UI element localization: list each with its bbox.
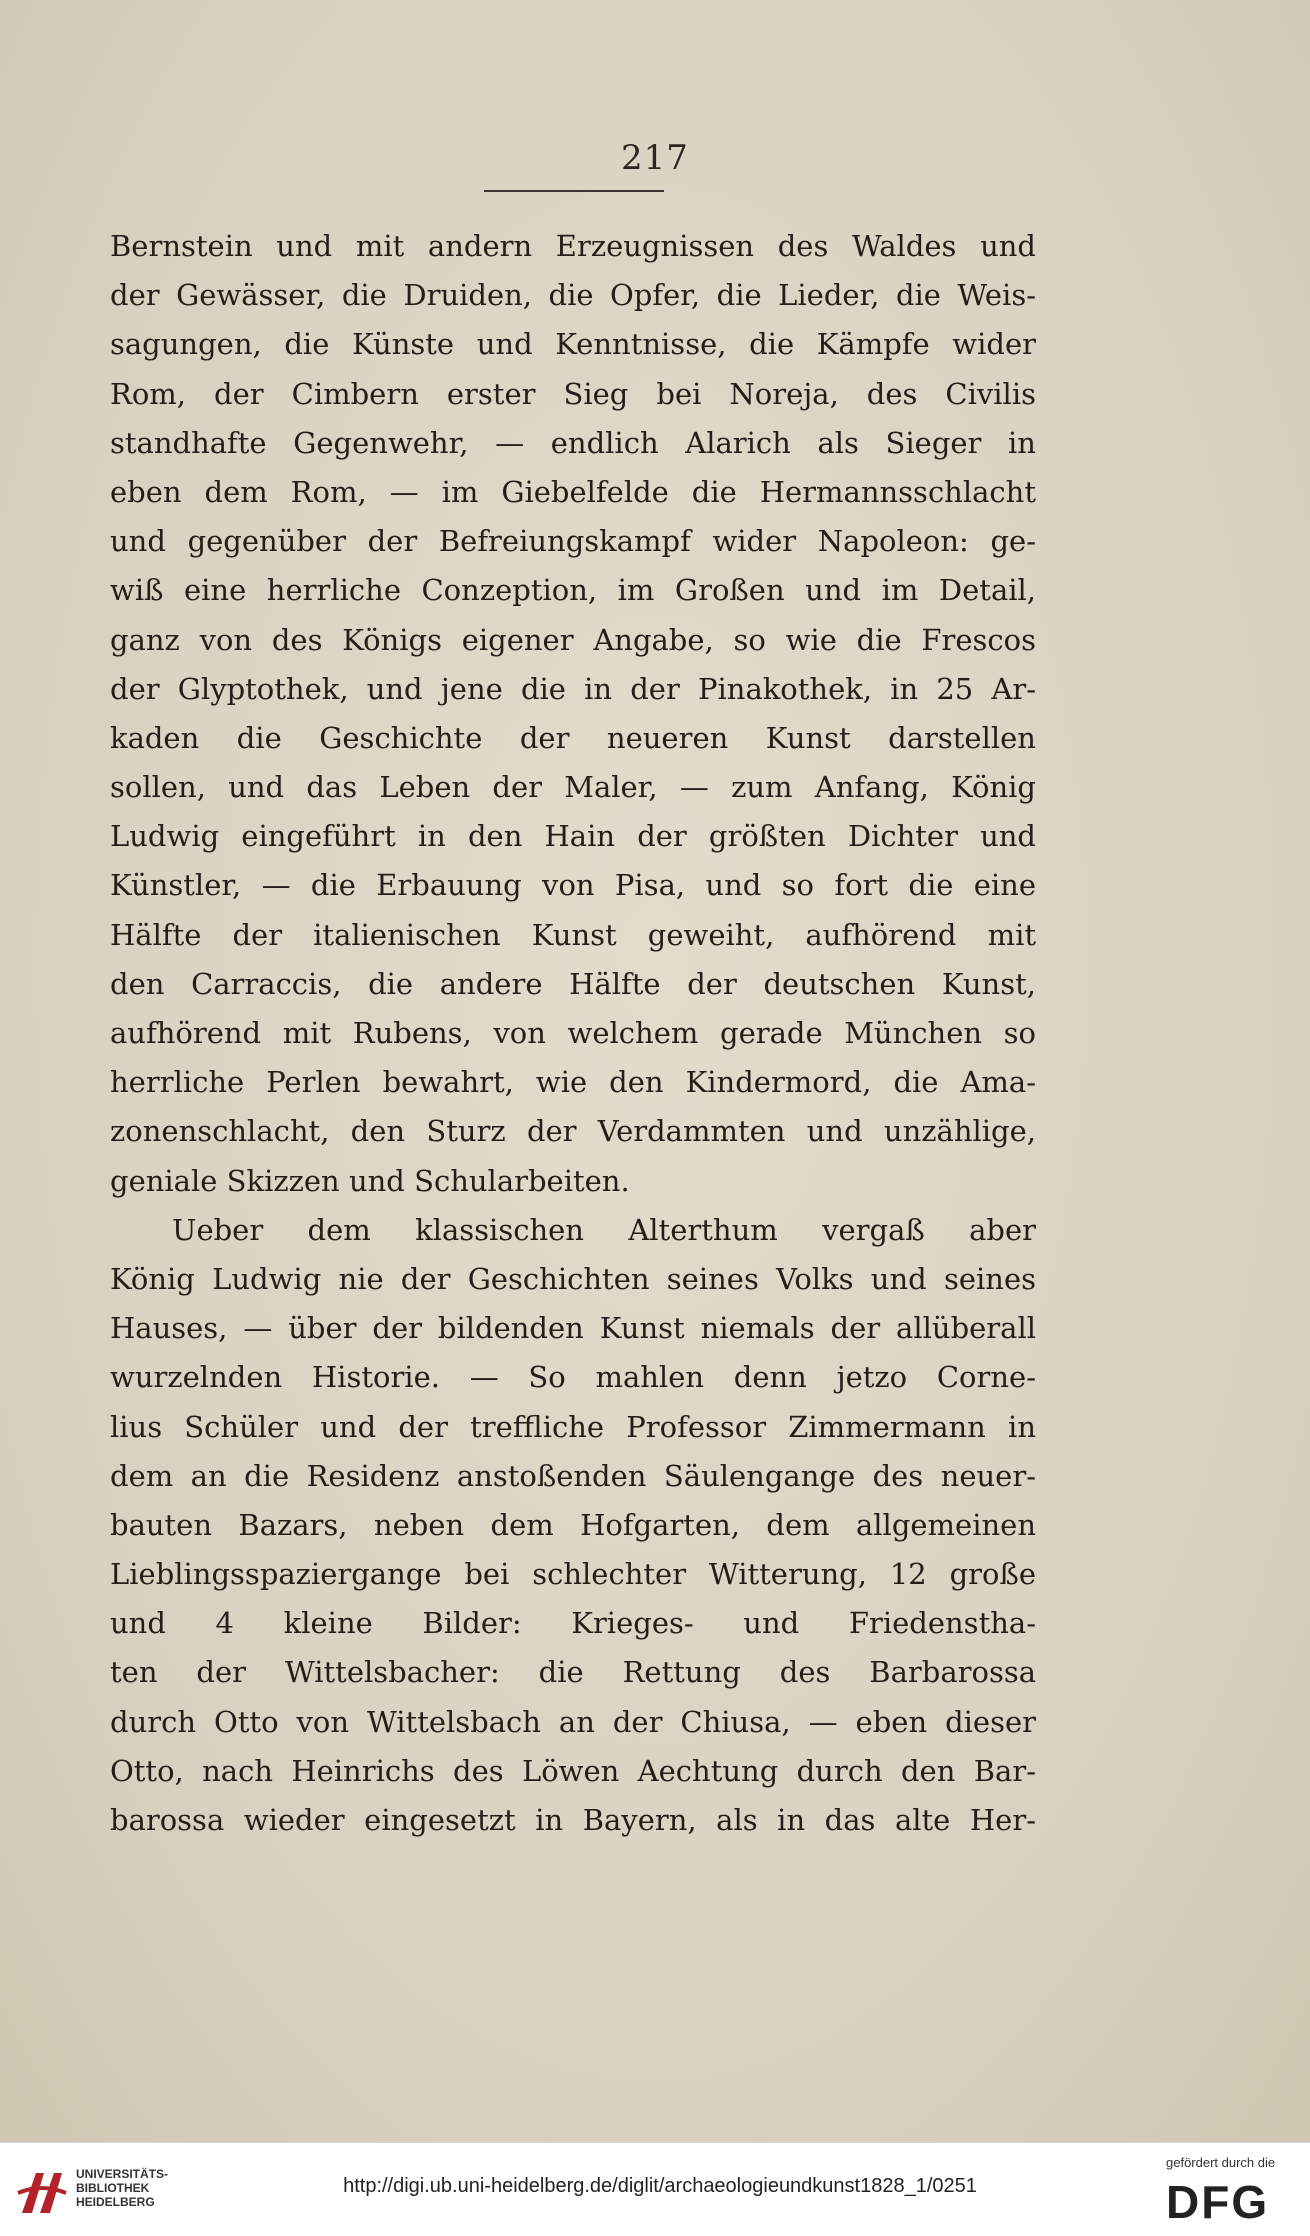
university-library-logo-icon[interactable] [14,2165,70,2221]
text-line: Hälfte der italienischen Kunst geweiht, aufhörend mit [110,917,1036,952]
text-line: aufhörend mit Rubens, von welchem gerade München so [110,1016,1036,1050]
text-line: Lieblingsspaziergange bei schlechter Witterung, 12 große [110,1557,1036,1592]
text-line: ganz von des Königs eigener Angabe, so wie die Frescos [110,622,1036,657]
dfg-logo[interactable]: DFG [1166,2176,1270,2228]
text-line: Ueber dem klassischen Alterthum vergaß aber [172,1212,1036,1247]
library-name[interactable] [76,2167,168,2209]
text-line: Rom, der Cimbern erster Sieg bei Noreja, des Civilis [110,376,1036,411]
text-line: Bernstein und mit andern Erzeugnissen des Waldes und [110,229,1036,263]
funder-label: gefördert durch die [1166,2155,1276,2170]
text-line: bauten Bazars, neben dem Hofgarten, dem allgemeinen [110,1507,1036,1542]
page-number-rule [484,190,664,192]
text-line: geniale Skizzen und Schularbeiten. [110,1163,630,1198]
text-line: und 4 kleine Bilder: Krieges- und Friedenstha- [110,1606,1036,1641]
text-line: und gegenüber der Befreiungskampf wider Napoleon: ge- [110,524,1036,559]
text-line: lius Schüler und der treffliche Professor Zimmermann in [110,1409,1036,1444]
text-line: barossa wieder eingesetzt in Bayern, als in das alte Her- [110,1803,1036,1837]
text-line: wurzelnden Historie. — So mahlen denn jetzo Corne- [110,1360,1036,1395]
library-name-line: HEIDELBERG [76,2195,155,2209]
text-line: den Carraccis, die andere Hälfte der deutschen Kunst, [110,966,1036,1001]
viewer-footer [0,2142,1310,2236]
text-line: Ludwig eingeführt in den Hain der größten Dichter und [110,819,1036,854]
text-line: Otto, nach Heinrichs des Löwen Aechtung durch den Bar- [110,1753,1036,1788]
text-line: Hauses, — über der bildenden Kunst niemals der allüberall [110,1311,1036,1346]
body-text [110,222,1036,1845]
source-url-link[interactable]: http://digi.ub.uni-heidelberg.de/diglit/archaeologieundkunst1828_1/0251 [343,2175,977,2197]
text-line: der Gewässer, die Druiden, die Opfer, die Lieder, die Weis- [110,278,1036,313]
text-line: standhafte Gegenwehr, — endlich Alarich als Sieger in [110,425,1036,460]
library-name-line: BIBLIOTHEK [76,2181,150,2195]
text-line: zonenschlacht, den Sturz der Verdammten und unzählige, [110,1114,1036,1149]
text-line: sollen, und das Leben der Maler, — zum Anfang, König [110,770,1036,805]
text-line: wiß eine herrliche Conzeption, im Großen und im Detail, [110,573,1036,608]
text-line: dem an die Residenz anstoßenden Säulengange des neuer- [110,1458,1036,1493]
text-line: sagungen, die Künste und Kenntnisse, die Kämpfe wider [110,327,1036,362]
text-line: eben dem Rom, — im Giebelfelde die Hermannsschlacht [110,474,1036,509]
text-line: herrliche Perlen bewahrt, wie den Kindermord, die Ama- [110,1065,1036,1100]
text-line: kaden die Geschichte der neueren Kunst darstellen [110,720,1036,755]
library-name-line: UNIVERSITÄTS- [76,2167,169,2181]
text-line: der Glyptothek, und jene die in der Pinakothek, in 25 Ar- [110,671,1036,706]
page-number: 217 [621,138,689,178]
text-line: durch Otto von Wittelsbach an der Chiusa, — eben dieser [110,1704,1036,1739]
text-line: König Ludwig nie der Geschichten seines Volks und seines [110,1261,1036,1296]
text-line: ten der Wittelsbacher: die Rettung des Barbarossa [110,1655,1036,1690]
text-line: Künstler, — die Erbauung von Pisa, und so fort die eine [110,868,1036,903]
